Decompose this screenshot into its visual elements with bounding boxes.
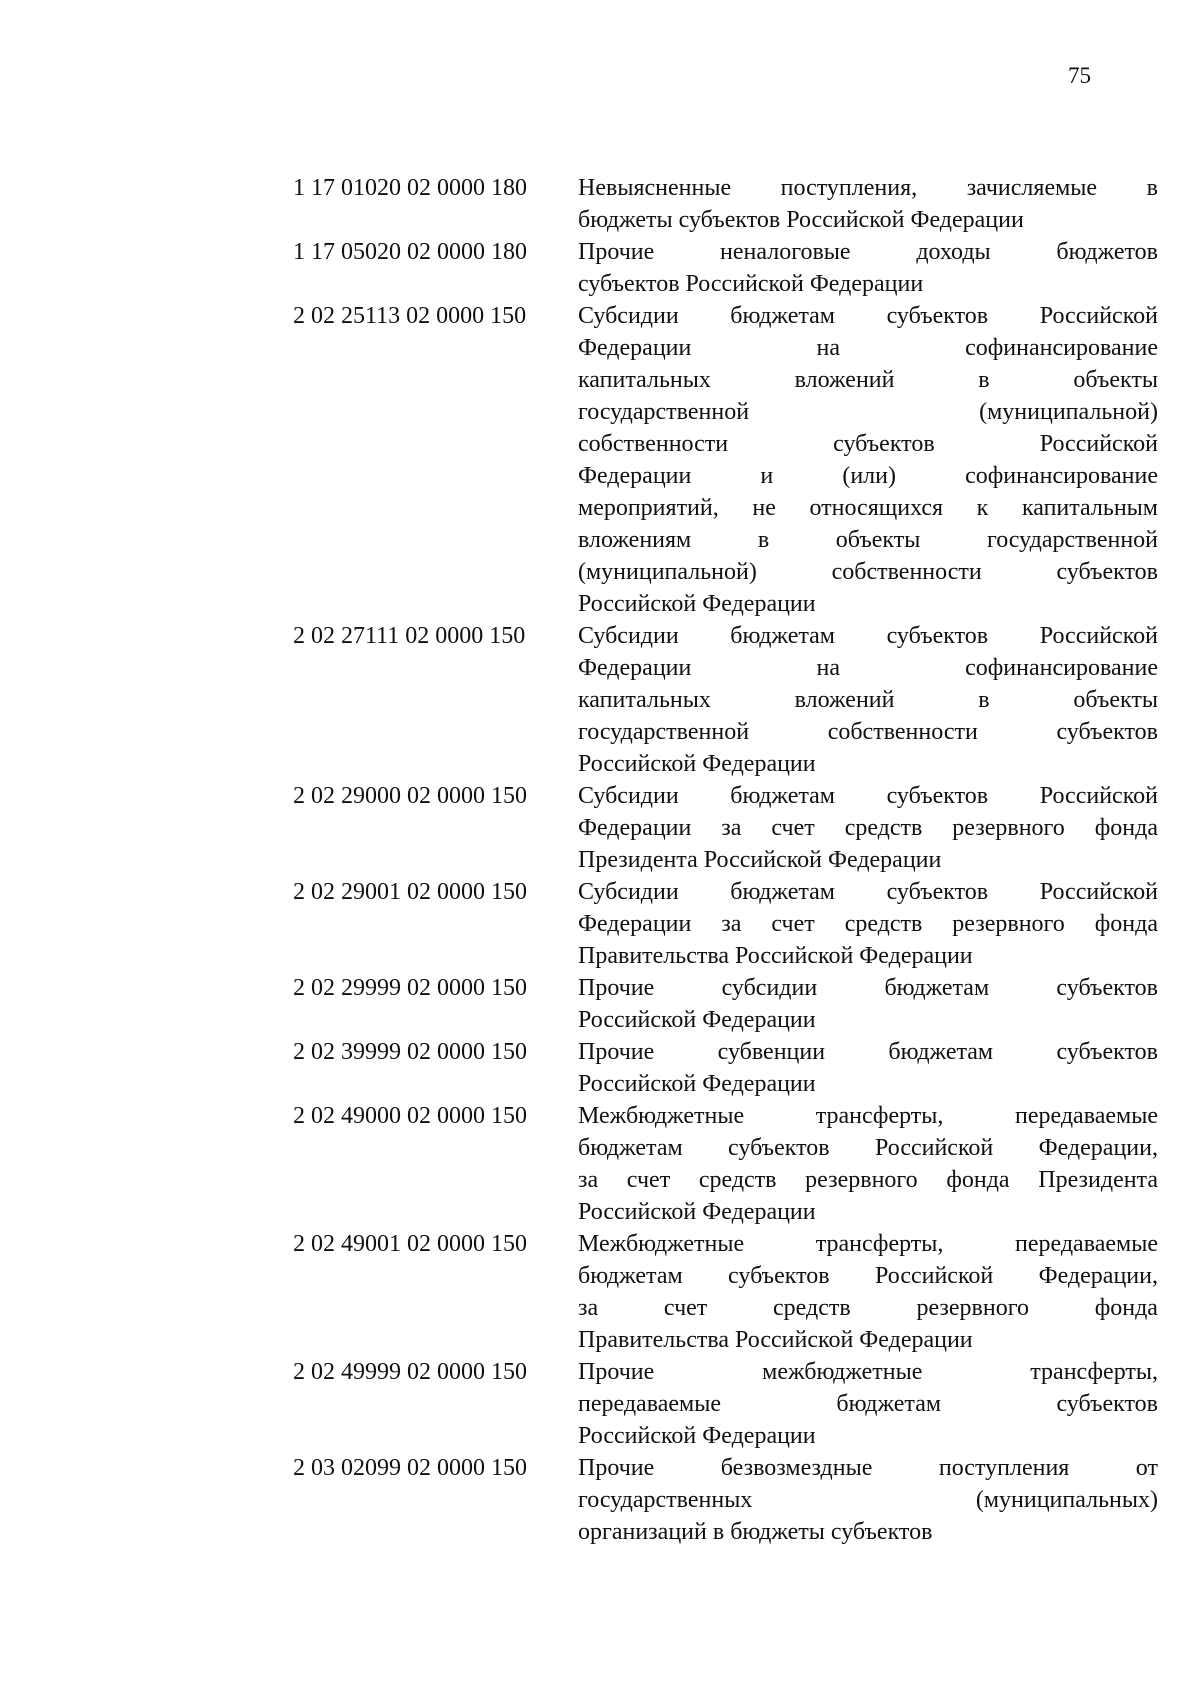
description-word: передаваемые [578, 1391, 721, 1417]
budget-classification-code: 2 02 39999 02 0000 150 [293, 1039, 527, 1065]
description-word: за [578, 1167, 599, 1193]
revenue-description [578, 1356, 1158, 1452]
description-word: поступления [938, 1455, 1070, 1481]
description-word: межбюджетные [762, 1359, 923, 1385]
description-word: резервного [952, 815, 1065, 841]
table-row [293, 1228, 1158, 1356]
table-row [293, 620, 1158, 780]
description-word: собственности [831, 559, 982, 585]
description-word: передаваемые [1015, 1231, 1158, 1257]
description-word: за [721, 815, 742, 841]
description-word: бюджетам [730, 783, 835, 809]
description-line [578, 1132, 1158, 1164]
description-word: субъектов [830, 1519, 933, 1545]
description-word: Российской Федерации [578, 1071, 816, 1097]
revenue-description [578, 972, 1158, 1036]
description-word: передаваемые [1015, 1103, 1158, 1129]
description-word: (или) [842, 463, 896, 489]
description-word: софинансирование [965, 655, 1158, 681]
revenue-description [578, 1100, 1158, 1228]
description-word: вложений [794, 687, 895, 713]
description-word: Российской [1039, 431, 1158, 457]
description-word: фонда [946, 1167, 1010, 1193]
description-word: бюджетов [1056, 239, 1158, 265]
description-word: субъектов [1056, 719, 1158, 745]
description-word: средств [844, 815, 923, 841]
description-word: бюджетам [730, 303, 835, 329]
description-line [578, 172, 1158, 204]
description-word: капитальных [578, 687, 711, 713]
description-line [578, 460, 1158, 492]
description-word: в [1146, 175, 1158, 201]
revenue-description [578, 1452, 1158, 1548]
description-line [578, 1164, 1158, 1196]
description-line [578, 1036, 1158, 1068]
budget-classification-code: 2 02 49001 02 0000 150 [293, 1231, 527, 1257]
description-line [578, 364, 1158, 396]
description-word: бюджетам [730, 879, 835, 905]
description-line [578, 1292, 1158, 1324]
description-word: трансферты, [815, 1231, 944, 1257]
description-word: организаций [578, 1519, 707, 1545]
description-word: Правительства Российской Федерации [578, 1327, 973, 1353]
description-line [578, 1452, 1158, 1484]
revenue-description [578, 876, 1158, 972]
description-line [578, 524, 1158, 556]
revenue-description [578, 1036, 1158, 1100]
description-line [578, 876, 1158, 908]
description-word: собственности [578, 431, 729, 457]
description-word: субъектов [886, 623, 989, 649]
budget-classification-code: 1 17 01020 02 0000 180 [293, 175, 527, 201]
description-word: и [760, 463, 774, 489]
budget-classification-code: 2 02 49999 02 0000 150 [293, 1359, 527, 1385]
description-word: Федерации [578, 655, 692, 681]
description-word: в [712, 1519, 725, 1545]
description-word: средств [773, 1295, 851, 1321]
description-line [578, 492, 1158, 524]
description-word: государственной [986, 527, 1158, 553]
description-word: (муниципальной) [979, 399, 1158, 425]
description-word: резервного [805, 1167, 918, 1193]
description-line [578, 716, 1158, 748]
description-word: Федерации [578, 335, 692, 361]
description-line [578, 236, 1158, 268]
description-line [578, 1516, 1158, 1548]
budget-classification-code: 2 03 02099 02 0000 150 [293, 1455, 527, 1481]
description-word: вложениям [578, 527, 692, 553]
description-word: Правительства Российской Федерации [578, 943, 973, 969]
description-word: доходы [916, 239, 991, 265]
description-line [578, 620, 1158, 652]
description-word: Прочие [578, 239, 655, 265]
description-word: Президента Российской Федерации [578, 847, 942, 873]
description-word: субвенции [717, 1039, 826, 1065]
description-line [578, 1260, 1158, 1292]
table-row [293, 972, 1158, 1036]
description-line [578, 204, 1158, 236]
description-word: Федерации [578, 815, 692, 841]
description-word: Федерации [578, 911, 692, 937]
description-word: бюджеты субъектов Российской Федерации [578, 207, 1024, 233]
description-line [578, 812, 1158, 844]
description-word: не [752, 495, 776, 521]
description-word: капитальных [578, 367, 711, 393]
description-word: трансферты, [815, 1103, 944, 1129]
description-word: Прочие [578, 1039, 655, 1065]
table-row [293, 172, 1158, 236]
description-line [578, 748, 1158, 780]
description-word: зачисляемые [966, 175, 1098, 201]
description-word: бюджетам [884, 975, 990, 1001]
description-word: на [816, 655, 840, 681]
description-word: в [757, 527, 770, 553]
table-row [293, 1036, 1158, 1100]
description-word: в [978, 687, 990, 713]
description-word: субъектов [886, 879, 989, 905]
description-word: бюджетам [836, 1391, 942, 1417]
description-line [578, 780, 1158, 812]
description-word: резервного [916, 1295, 1029, 1321]
description-word: Российской Федерации [578, 1007, 816, 1033]
description-word: софинансирование [965, 463, 1158, 489]
revenue-description [578, 1228, 1158, 1356]
description-word: Федерации, [1038, 1263, 1158, 1289]
description-line [578, 396, 1158, 428]
description-word: Межбюджетные [578, 1231, 745, 1257]
revenue-description [578, 780, 1158, 876]
description-word: за [578, 1295, 599, 1321]
table-row [293, 1356, 1158, 1452]
description-word: поступления, [780, 175, 918, 201]
description-word: счет [771, 911, 815, 937]
description-word: субъектов [833, 431, 935, 457]
description-word: объекты [835, 527, 921, 553]
description-word: Прочие [578, 1455, 655, 1481]
description-word: Российской Федерации [578, 591, 816, 617]
description-word: фонда [1094, 1295, 1158, 1321]
table-row [293, 236, 1158, 300]
description-word: софинансирование [965, 335, 1158, 361]
description-word: средств [698, 1167, 777, 1193]
description-word: Федерации, [1038, 1135, 1158, 1161]
description-word: собственности [827, 719, 978, 745]
description-word: Президента [1038, 1167, 1158, 1193]
description-line [578, 940, 1158, 972]
budget-classification-code: 2 02 27111 02 0000 150 [293, 623, 526, 649]
description-word: Российской Федерации [578, 1423, 816, 1449]
description-word: Субсидии [578, 623, 679, 649]
budget-classification-code: 2 02 25113 02 0000 150 [293, 303, 527, 329]
budget-classification-code: 2 02 29999 02 0000 150 [293, 975, 527, 1001]
description-word: субъектов [1056, 1039, 1158, 1065]
description-line [578, 1196, 1158, 1228]
description-line [578, 908, 1158, 940]
description-word: Субсидии [578, 879, 679, 905]
description-word: субъектов [1056, 559, 1158, 585]
description-word: счет [771, 815, 815, 841]
budget-classification-code: 1 17 05020 02 0000 180 [293, 239, 527, 265]
description-line [578, 972, 1158, 1004]
description-word: бюджеты [730, 1519, 825, 1545]
description-word: Российской [1039, 303, 1158, 329]
description-word: субъектов [728, 1135, 830, 1161]
description-line [578, 684, 1158, 716]
description-line [578, 588, 1158, 620]
description-word: мероприятий, [578, 495, 719, 521]
description-word: Межбюджетные [578, 1103, 745, 1129]
description-word: безвозмездные [720, 1455, 873, 1481]
revenue-code-table [293, 172, 1158, 1548]
description-word: Российской [874, 1135, 994, 1161]
budget-classification-code: 2 02 29000 02 0000 150 [293, 783, 527, 809]
description-word: фонда [1094, 911, 1158, 937]
revenue-description [578, 620, 1158, 780]
description-word: фонда [1094, 815, 1158, 841]
description-word: от [1135, 1455, 1158, 1481]
description-line [578, 1388, 1158, 1420]
description-word: Невыясненные [578, 175, 732, 201]
description-word: субъектов [886, 303, 989, 329]
description-word: субъектов [1056, 975, 1158, 1001]
description-word: на [816, 335, 840, 361]
description-word: Российской Федерации [578, 1199, 816, 1225]
description-word: капитальным [1021, 495, 1158, 521]
description-word: средств [844, 911, 923, 937]
description-word: субъектов [1056, 1391, 1158, 1417]
description-line [578, 332, 1158, 364]
description-word: государственной [578, 719, 750, 745]
description-word: Российской [874, 1263, 994, 1289]
description-word: относящихся [809, 495, 944, 521]
description-word: Прочие [578, 1359, 655, 1385]
description-line [578, 1004, 1158, 1036]
page-number: 75 [1068, 63, 1091, 88]
table-row [293, 1452, 1158, 1548]
description-word: субъектов [886, 783, 989, 809]
description-word: вложений [794, 367, 895, 393]
description-word: резервного [952, 911, 1065, 937]
description-line [578, 1100, 1158, 1132]
description-word: Федерации [578, 463, 692, 489]
description-word: (муниципальной) [578, 559, 757, 585]
revenue-description [578, 236, 1158, 300]
description-line [578, 844, 1158, 876]
description-line [578, 1068, 1158, 1100]
table-row [293, 780, 1158, 876]
description-line [578, 1420, 1158, 1452]
description-word: Прочие [578, 975, 655, 1001]
description-line [578, 268, 1158, 300]
description-word: государственных [578, 1487, 753, 1513]
description-line [578, 300, 1158, 332]
description-word: счет [663, 1295, 708, 1321]
description-word: Российской [1039, 783, 1158, 809]
description-line [578, 1356, 1158, 1388]
revenue-description [578, 300, 1158, 620]
description-line [578, 1484, 1158, 1516]
description-word: (муниципальных) [975, 1487, 1158, 1513]
description-word: к [976, 495, 989, 521]
description-line [578, 1324, 1158, 1356]
description-word: неналоговые [720, 239, 851, 265]
description-line [578, 428, 1158, 460]
description-word: объекты [1073, 687, 1158, 713]
table-row [293, 300, 1158, 620]
description-word: бюджетам [730, 623, 835, 649]
budget-classification-code: 2 02 49000 02 0000 150 [293, 1103, 527, 1129]
description-word: субъектов [728, 1263, 830, 1289]
description-line [578, 1228, 1158, 1260]
description-word: объекты [1073, 367, 1158, 393]
description-word: Российской [1039, 879, 1158, 905]
description-word: в [978, 367, 990, 393]
description-word: государственной [578, 399, 750, 425]
description-word: субъектов Российской Федерации [578, 271, 924, 297]
description-word: за [721, 911, 742, 937]
description-line [578, 556, 1158, 588]
description-word: Субсидии [578, 783, 679, 809]
table-row [293, 1100, 1158, 1228]
description-word: бюджетам [578, 1263, 683, 1289]
description-word: Российской Федерации [578, 751, 816, 777]
description-word: бюджетам [578, 1135, 683, 1161]
description-word: счет [626, 1167, 671, 1193]
description-line [578, 652, 1158, 684]
description-word: Субсидии [578, 303, 679, 329]
description-word: трансферты, [1030, 1359, 1158, 1385]
budget-classification-code: 2 02 29001 02 0000 150 [293, 879, 527, 905]
description-word: Российской [1039, 623, 1158, 649]
revenue-description [578, 172, 1158, 236]
description-word: бюджетам [888, 1039, 994, 1065]
description-word: субсидии [721, 975, 818, 1001]
table-row [293, 876, 1158, 972]
